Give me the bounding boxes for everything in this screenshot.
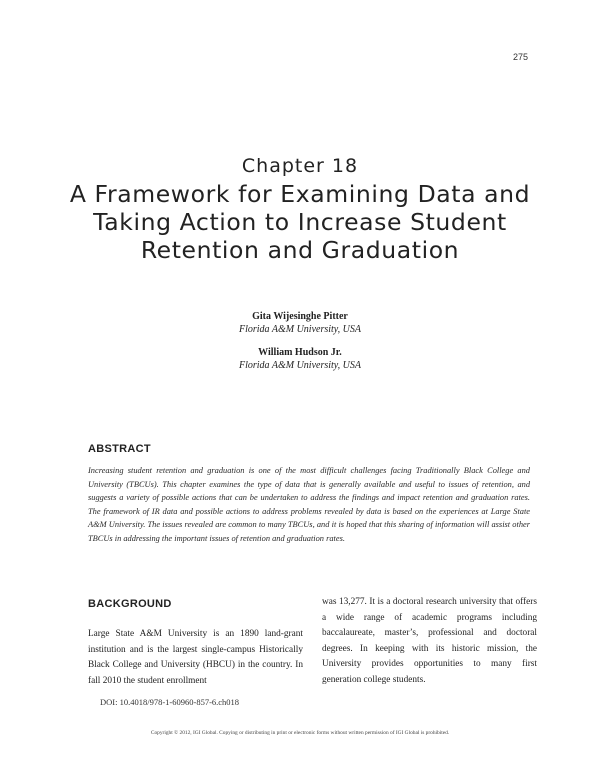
chapter-title: A Framework for Examining Data and Taking Action to Increase Student Retention and Graduation bbox=[69, 180, 531, 264]
page-number: 275 bbox=[512, 52, 528, 62]
abstract-heading: ABSTRACT bbox=[88, 443, 151, 455]
author-affiliation: Florida A&M University, USA bbox=[238, 360, 362, 371]
author-block bbox=[0, 346, 600, 372]
background-text-right-column: was 13,277. It is a doctoral research university that offers a wide range of academic programs including baccalaureate, master’s, professional and doctoral degrees. In keeping with its historic mission, the University provides opportunities to many first generation college students. bbox=[322, 597, 537, 685]
abstract-text: Increasing student retention and graduation is one of the most difficult challenges facing Traditionally Black College and University (TBCUs). This chapter examines the type of data that is generally available and useful to issues of retention, and suggests a variety of possible actions that can be undertaken to address the findings and impact retention and graduation rates. The framework of IR data and possible actions to address problems revealed by data is based on the experiences at Large State A&M University. The issues revealed are common to many TBCUs, and it is hoped that this sharing of information will assist other TBCUs in addressing the important issues of retention and graduation rates. bbox=[88, 466, 530, 543]
copyright-notice: Copyright © 2012, IGI Global. Copying or distributing in print or electronic forms without written permission of IGI Global is prohibited. bbox=[150, 730, 450, 736]
author-name: Gita Wijesinghe Pitter bbox=[252, 311, 348, 322]
background-heading: BACKGROUND bbox=[88, 598, 172, 610]
doi: DOI: 10.4018/978-1-60960-857-6.ch018 bbox=[100, 697, 240, 707]
background-text-left-column: Large State A&M University is an 1890 land-grant institution and is the largest single-campus Historically Black College and University (HBCU) in the country. In fall 2010 the student enrollment bbox=[88, 629, 303, 686]
author-name: William Hudson Jr. bbox=[258, 347, 342, 358]
author-block bbox=[0, 310, 600, 336]
author-affiliation: Florida A&M University, USA bbox=[238, 324, 362, 335]
chapter-label: Chapter 18 bbox=[241, 155, 359, 177]
